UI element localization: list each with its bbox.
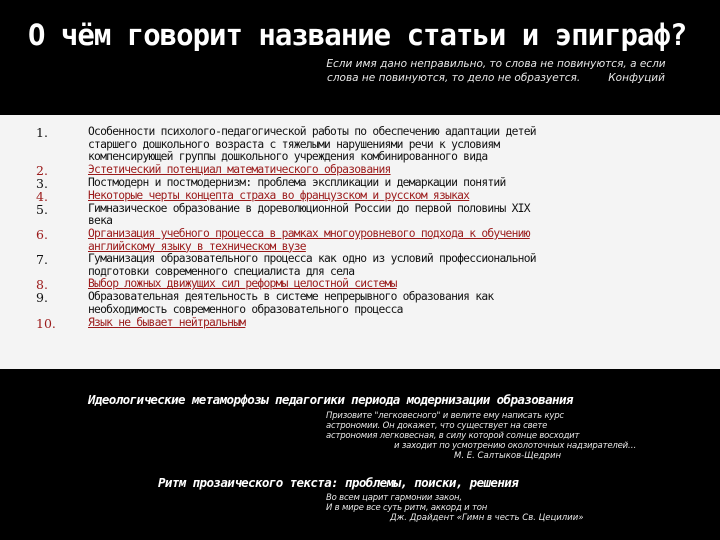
section-title: Идеологические метаморфозы педагогики периода модернизации образования — [88, 392, 573, 407]
article-title-line: необходимость современного образовательного процесса — [88, 302, 403, 316]
quote-signature: М. Е. Салтыков-Щедрин — [454, 451, 562, 461]
article-title-line: Гуманизация образовательного процесса как одно из условий профессиональной — [88, 252, 536, 266]
list-item-number: 5. — [36, 201, 48, 217]
article-list-panel — [0, 115, 720, 369]
article-title — [88, 253, 656, 278]
list-item-number: 7. — [36, 252, 48, 268]
list-item-number: 6. — [36, 226, 48, 242]
article-link[interactable] — [88, 164, 656, 177]
quote-line: астрономия легковесная, в силу которой солнце восходит — [326, 431, 580, 441]
article-title-line: Гимназическое образование в дореволюционной России до первой половины XIX — [88, 201, 530, 215]
article-title-line: подготовки современного специалиста для села — [88, 264, 355, 278]
article-title-line: Организация учебного процесса в рамках многоуровневого подхода к обучению — [88, 226, 530, 240]
list-item — [0, 291, 720, 316]
epigraph-line: слова не повинуются, то дело не образуется. — [327, 72, 581, 84]
list-item-number: 2. — [36, 162, 48, 178]
page-title: О чём говорит название статьи и эпиграф? — [28, 18, 687, 52]
list-item-number: 4. — [36, 188, 48, 204]
article-link[interactable] — [88, 190, 656, 203]
article-title — [88, 291, 656, 316]
article-title-line: Некоторые черты концепта страха во французском и русском языках — [88, 188, 470, 202]
article-link[interactable] — [88, 317, 656, 330]
list-item — [0, 177, 720, 190]
list-item-number: 1. — [36, 125, 48, 140]
quote — [326, 411, 720, 451]
section-ideology — [0, 392, 720, 461]
article-title-line: английскому языку в техническом вузе — [88, 239, 306, 253]
quote-line: Во всем царит гармонии закон, — [326, 493, 462, 503]
article-title-line: Образовательная деятельность в системе непрерывного образования как — [88, 290, 494, 304]
article-title — [88, 177, 656, 190]
quote-line: И в мире все суть ритм, аккорд и тон — [326, 503, 488, 513]
article-link[interactable] — [88, 278, 656, 291]
article-title-line: Постмодерн и постмодернизм: проблема экспликации и демаркации понятий — [88, 175, 506, 189]
article-title-line: Эстетический потенциал математического образования — [88, 162, 391, 176]
article-title — [88, 126, 656, 164]
quote-line: астрономии. Он докажет, что существует на свете — [326, 421, 548, 431]
list-item — [0, 203, 720, 228]
list-item[interactable] — [0, 164, 720, 177]
quote-signature: Дж. Драйдент «Гимн в честь Св. Цецилии» — [390, 513, 584, 523]
article-title-line: Особенности психолого-педагогической работы по обеспечению адаптации детей — [88, 125, 536, 138]
section-title: Ритм прозаического текста: проблемы, поиски, решения — [158, 475, 519, 490]
article-list — [0, 115, 720, 330]
list-item-number: 3. — [36, 175, 48, 191]
list-item[interactable] — [0, 190, 720, 203]
list-item-number: 9. — [36, 290, 48, 306]
list-item[interactable] — [0, 228, 720, 253]
article-title-line: Язык не бывает нейтральным — [88, 315, 246, 329]
article-title-line: компенсирующей группы дошкольного учреждения комбинированного вида — [88, 150, 488, 164]
article-title-line: старшего дошкольного возраста с тяжелыми нарушениями речи к условиям — [88, 137, 500, 151]
list-item[interactable] — [0, 317, 720, 330]
quote — [326, 493, 720, 513]
list-item — [0, 126, 720, 164]
epigraph-line: Если имя дано неправильно, то слова не повинуются, а если — [326, 58, 666, 70]
article-title — [88, 203, 656, 228]
quote-line: и заходит по усмотрению околоточных надзирателей… — [394, 441, 637, 451]
epigraph — [306, 57, 686, 85]
epigraph-author: Конфуций — [608, 72, 665, 84]
article-title-line: века — [88, 214, 113, 228]
article-link[interactable] — [88, 228, 656, 253]
quote-line: Призовите "легковесного" и велите ему написать курс — [326, 411, 564, 421]
list-item — [0, 253, 720, 278]
article-title-line: Выбор ложных движущих сил реформы целостной системы — [88, 277, 397, 291]
list-item-number: 8. — [36, 277, 48, 293]
section-rhythm — [0, 475, 720, 523]
list-item-number: 10. — [36, 315, 56, 331]
